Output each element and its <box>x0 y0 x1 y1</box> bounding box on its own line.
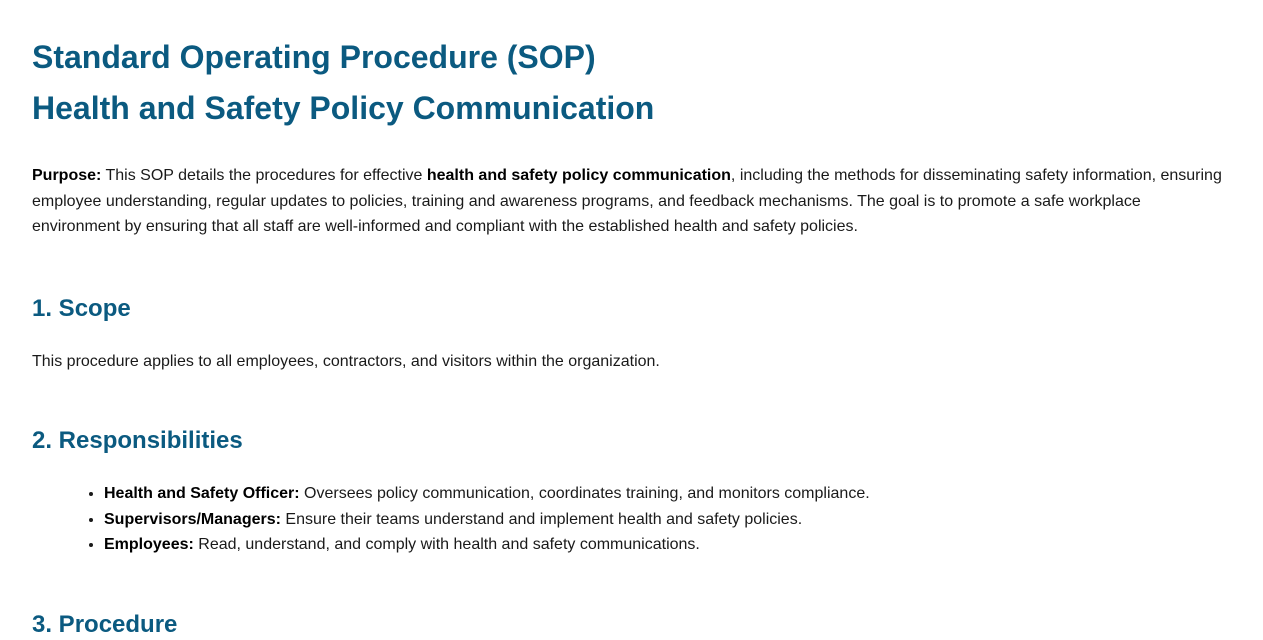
purpose-text-after: , including the methods for disseminating safety information, ensuring employee understanding, regular updates to policies, training and awareness programs, and feedback mechanisms. The goal is to promote a safe workplace environment by ensuring that all staff are well-informed and compliant with the established health and safety policies. <box>32 167 1222 235</box>
role-label: Health and Safety Officer: <box>104 485 300 502</box>
list-item <box>104 481 1231 507</box>
page-title-line2: Health and Safety Policy Communication <box>32 90 655 126</box>
role-label: Supervisors/Managers: <box>104 510 281 528</box>
section-heading-scope: 1. Scope <box>32 294 131 322</box>
purpose-paragraph <box>32 163 1231 240</box>
role-label: Employees: <box>104 536 194 553</box>
role-description: Oversees policy communication, coordinates training, and monitors compliance. <box>299 485 870 502</box>
scope-text: This procedure applies to all employees, contractors, and visitors within the organization. <box>32 352 660 370</box>
list-item <box>104 532 1231 558</box>
role-description: Ensure their teams understand and implement health and safety policies. <box>280 510 803 528</box>
page-title-line1: Standard Operating Procedure (SOP) <box>32 39 596 75</box>
purpose-label: Purpose: <box>32 167 102 184</box>
section-heading-procedure: 3. Procedure <box>32 610 178 638</box>
title-block <box>32 0 1231 134</box>
list-item <box>104 507 1231 533</box>
purpose-highlight: health and safety policy communication <box>426 167 731 184</box>
responsibilities-list <box>32 481 1231 558</box>
purpose-text-before: This SOP details the procedures for effective <box>101 167 427 184</box>
section-heading-responsibilities: 2. Responsibilities <box>32 427 243 454</box>
role-description: Read, understand, and comply with health and safety communications. <box>193 536 700 553</box>
